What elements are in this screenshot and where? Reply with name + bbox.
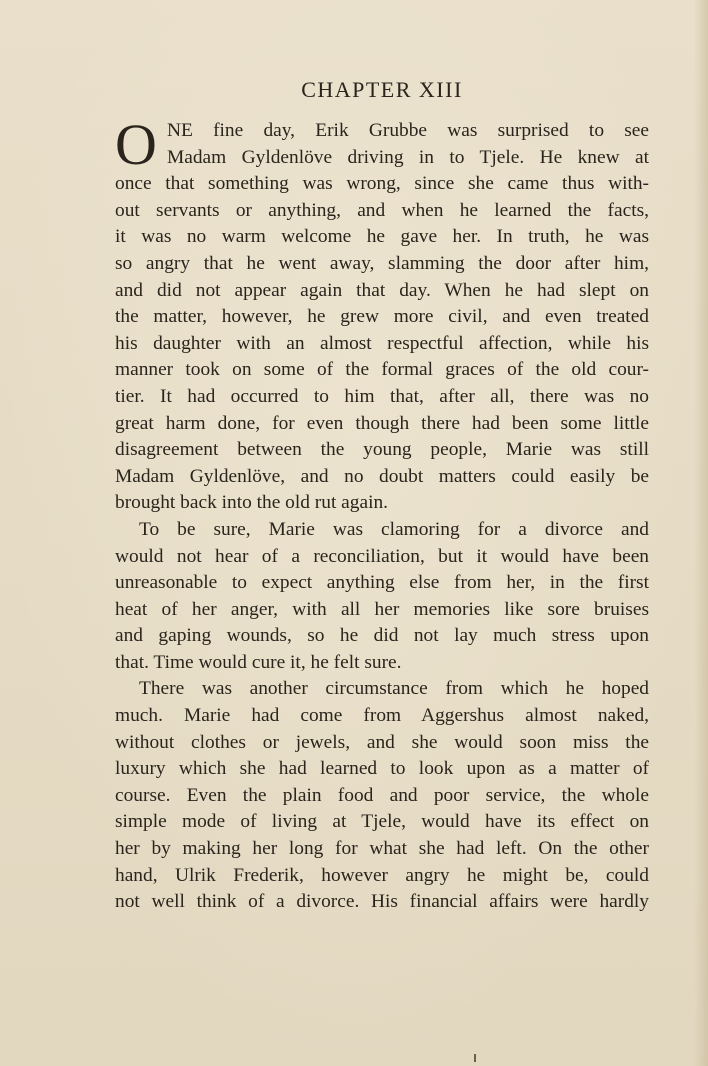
text-line: Madam Gyldenlöve driving in to Tjele. He knew at xyxy=(167,146,649,168)
text-line: out servants or anything, and when he learned the facts, xyxy=(115,199,649,221)
paragraph-2 xyxy=(115,517,649,677)
text-line: unreasonable to expect anything else from her, in the first xyxy=(115,572,649,594)
text-line: luxury which she had learned to look upon as a matter of xyxy=(115,758,649,780)
text-line: simple mode of living at Tjele, would have its effect on xyxy=(115,811,649,833)
text-line: her by making her long for what she had left. On the other xyxy=(115,838,649,860)
text-line: manner took on some of the formal graces of the old cour- xyxy=(115,359,649,381)
text-line: hand, Ulrik Frederik, however angry he might be, could xyxy=(115,864,649,886)
dropcap-row xyxy=(115,112,649,177)
page-edge xyxy=(694,0,708,1066)
text-line: brought back into the old rut again. xyxy=(115,492,389,514)
text-line: his daughter with an almost respectful affection, while his xyxy=(115,332,649,354)
text-block xyxy=(115,74,649,916)
text-line: without clothes or jewels, and she would soon miss the xyxy=(115,731,649,753)
drop-cap: O xyxy=(115,112,157,177)
text-line: once that something was wrong, since she came thus with- xyxy=(115,173,649,195)
paragraph-3 xyxy=(115,676,649,915)
chapter-title: CHAPTER XIII xyxy=(301,77,463,102)
text-line: great harm done, for even though there had been some little xyxy=(115,412,649,434)
text-line: so angry that he went away, slamming the door after him, xyxy=(115,252,649,274)
text-line: it was no warm welcome he gave her. In truth, he was xyxy=(115,226,649,248)
text-line: much. Marie had come from Aggershus almost naked, xyxy=(115,705,649,727)
text-line: tier. It had occurred to him that, after all, there was no xyxy=(115,385,649,407)
text-line: Madam Gyldenlöve, and no doubt matters could easily be xyxy=(115,465,649,487)
text-line: the matter, however, he grew more civil, and even treated xyxy=(115,306,649,328)
text-line: would not hear of a reconciliation, but it would have been xyxy=(115,545,649,567)
text-line: To be sure, Marie was clamoring for a divorce and xyxy=(139,518,649,540)
text-line: There was another circumstance from which he hoped xyxy=(139,678,649,700)
text-line: that. Time would cure it, he felt sure. xyxy=(115,651,402,673)
text-line: course. Even the plain food and poor service, the whole xyxy=(115,784,649,806)
text-line: and did not appear again that day. When he had slept on xyxy=(115,279,649,301)
text-line: not well think of a divorce. His financial affairs were hardly xyxy=(115,891,649,913)
text-line: disagreement between the young people, Marie was still xyxy=(115,439,649,461)
text-line: and gaping wounds, so he did not lay much stress upon xyxy=(115,625,649,647)
text-line: heat of her anger, with all her memories like sore bruises xyxy=(115,598,649,620)
text-line: NE fine day, Erik Grubbe was surprised to see xyxy=(167,120,649,141)
paragraph-1 xyxy=(115,112,649,517)
printer-mark xyxy=(474,1054,476,1062)
